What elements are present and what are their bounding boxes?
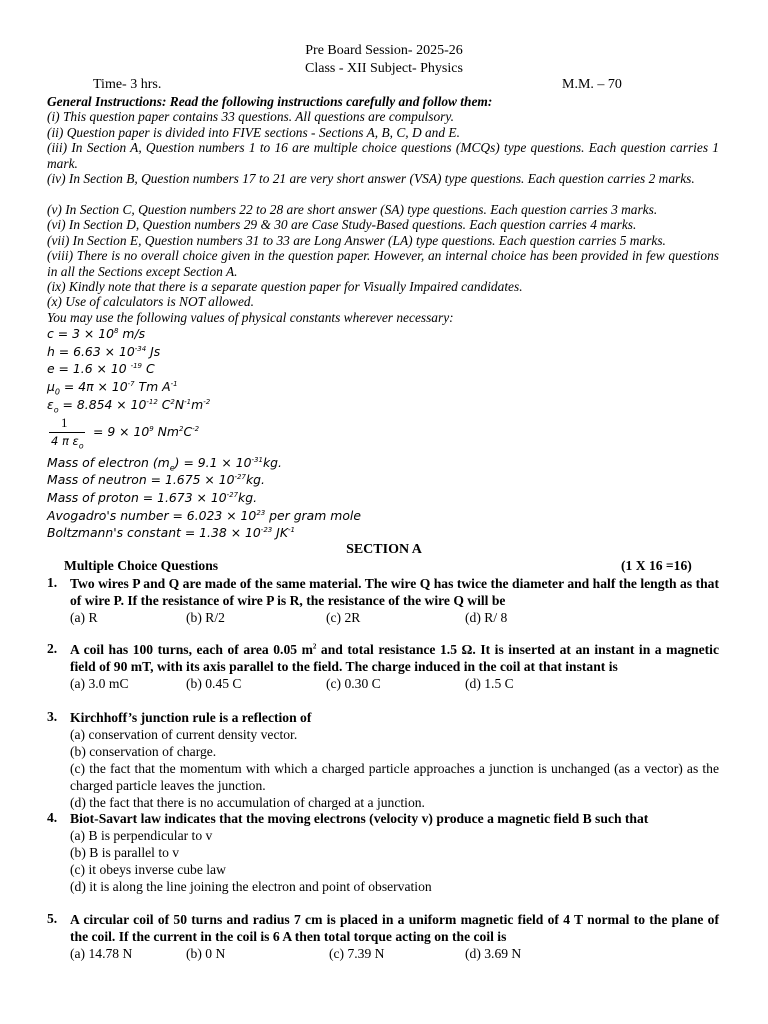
question-number: 2. — [47, 641, 58, 656]
question-number: 3. — [47, 709, 58, 724]
question-text: Kirchhoff’s junction rule is a reflection of — [70, 710, 312, 725]
instruction-item: (iii) In Section A, Question numbers 1 to 16 are multiple choice questions (MCQs) type questions. Each question carries 1 mark. — [47, 140, 719, 171]
option: (a) 14.78 N — [70, 946, 133, 961]
instructions-heading: General Instructions: Read the following instructions carefully and follow them: — [47, 94, 493, 109]
option: (c) 2R — [326, 610, 361, 625]
fraction-numerator: 1 — [61, 415, 68, 430]
instruction-item: (i) This question paper contains 33 questions. All questions are compulsory. — [47, 109, 454, 124]
question-3 — [47, 709, 719, 811]
instruction-item: (vii) In Section E, Question numbers 31 to 33 are Long Answer (LA) type questions. Each question carries 5 marks. — [47, 233, 666, 248]
option: (c) it obeys inverse cube law — [70, 862, 226, 877]
question-text: A circular coil of 50 turns and radius 7 cm is placed in a uniform magnetic field of 4 T normal to the plane of the coil. If the current in the coil is 6 A then total torque acting on the coil is — [70, 912, 719, 944]
constant-neutron-mass: Mass of neutron = $1.675 \times 10^{-27}kg$. — [47, 472, 265, 487]
question-options — [70, 945, 719, 962]
instruction-item: (v) In Section C, Question numbers 22 to 28 are short answer (SA) type questions. Each question carries 3 marks. — [47, 202, 658, 217]
question-text: Biot-Savart law indicates that the moving electrons (velocity v) produce a magnetic field B such that — [70, 811, 649, 826]
instruction-item: (viii) There is no overall choice given in the question paper. However, an internal choice has been provided in few questions in all the Sections except Section A. — [47, 248, 719, 279]
instruction-item: (vi) In Section D, Question numbers 29 & 30 are Case Study-Based questions. Each question carries 4 marks. — [47, 217, 637, 232]
constant-avogadro: Avogadro's number = $6.023 \times 10^{23}$ per gram mole — [47, 508, 361, 523]
option: (b) 0 N — [186, 946, 226, 961]
option: (a) conservation of current density vector. — [70, 727, 298, 742]
option: (a) B is perpendicular to v — [70, 828, 213, 843]
option: (d) R/ 8 — [465, 610, 508, 625]
header-time: Time- 3 hrs. — [93, 77, 162, 92]
option: (b) B is parallel to v — [70, 845, 180, 860]
question-options — [70, 675, 719, 692]
option: (b) 0.45 C — [186, 676, 242, 691]
section-marks: (1 X 16 =16) — [621, 558, 692, 573]
option: (d) it is along the line joining the electron and point of observation — [70, 879, 432, 894]
question-number: 4. — [47, 810, 58, 825]
option: (d) 3.69 N — [465, 946, 522, 961]
constant-speed-of-light: $c = 3 \times 10^8$ m/s — [47, 326, 146, 341]
question-5 — [47, 911, 719, 962]
fraction-rhs: = $9 \times 10^9$ $Nm^2C^{-2}$ — [93, 424, 200, 439]
constant-electron-charge: e = 1.6 × 10 $^{-19}$ C — [47, 361, 155, 376]
constant-permittivity: $\varepsilon_o = 8.854 \times 10^{-12}$ $C^2N^{-1}m^{-2}$ — [47, 397, 211, 415]
question-text: Two wires P and Q are made of the same material. The wire Q has twice the diameter and half the length as that of wire P. If the resistance of wire P is R, the resistance of the wire Q will be — [70, 576, 719, 608]
header-max-marks: M.M. – 70 — [562, 77, 622, 92]
constants-intro: You may use the following values of physical constants wherever necessary: — [47, 310, 454, 325]
question-number: 1. — [47, 575, 58, 590]
instruction-item: (ix) Kindly note that there is a separate question paper for Visually Impaired candidates. — [47, 279, 523, 294]
constant-permeability: $\mu_0 = 4\pi \times 10^{-7}$ Tm $A^{-1}$ — [47, 379, 178, 397]
option: (b) conservation of charge. — [70, 744, 217, 759]
instruction-item: (iv) In Section B, Question numbers 17 to 21 are very short answer (VSA) type questions. Each question carries 2 marks. — [47, 171, 695, 186]
fraction-bar — [49, 432, 85, 433]
section-title: SECTION A — [346, 542, 422, 557]
question-4 — [47, 810, 719, 895]
header-session: Pre Board Session- 2025-26 — [305, 43, 463, 58]
option: (a) 3.0 mC — [70, 676, 129, 691]
instruction-item: (x) Use of calculators is NOT allowed. — [47, 294, 254, 309]
question-text: A coil has 100 turns, each of area 0.05 $m^2$ and total resistance 1.5 Ω. It is inserted at an instant in a magnetic field of 90 mT, with its axis parallel to the field. The charge induced in the coil at that instant is — [70, 642, 719, 674]
constant-electron-mass: Mass of electron $(m_e) = 9.1 \times 10^{-31}kg$. — [47, 455, 282, 473]
question-1 — [47, 575, 719, 626]
option: (c) 7.39 N — [329, 946, 385, 961]
header-class-subject: Class - XII Subject- Physics — [305, 61, 463, 76]
question-2 — [47, 641, 719, 692]
option: (d) 1.5 C — [465, 676, 514, 691]
section-subtitle: Multiple Choice Questions — [64, 558, 219, 573]
option: (c) 0.30 C — [326, 676, 381, 691]
instruction-item: (ii) Question paper is divided into FIVE sections - Sections A, B, C, D and E. — [47, 125, 460, 140]
constant-boltzmann: Boltzmann's constant = $1.38 \times 10^{-23}$ $JK^{-1}$ — [47, 525, 295, 540]
constant-proton-mass: Mass of proton = $1.673 \times 10^{-27}kg$. — [47, 490, 258, 505]
option: (d) the fact that there is no accumulation of charged at a junction. — [70, 795, 425, 810]
option: (b) R/2 — [186, 610, 225, 625]
question-options — [70, 609, 719, 626]
fraction-denominator: 4 π $\varepsilon_o$ — [51, 434, 84, 451]
option: (c) the fact that the momentum with which a charged particle approaches a junction is unchanged (as a vector) as the charged particle leaves the junction. — [70, 761, 719, 793]
constant-planck: $h = 6.63 \times 10^{-34}$ Js — [47, 344, 161, 359]
question-number: 5. — [47, 911, 58, 926]
option: (a) R — [70, 610, 98, 625]
